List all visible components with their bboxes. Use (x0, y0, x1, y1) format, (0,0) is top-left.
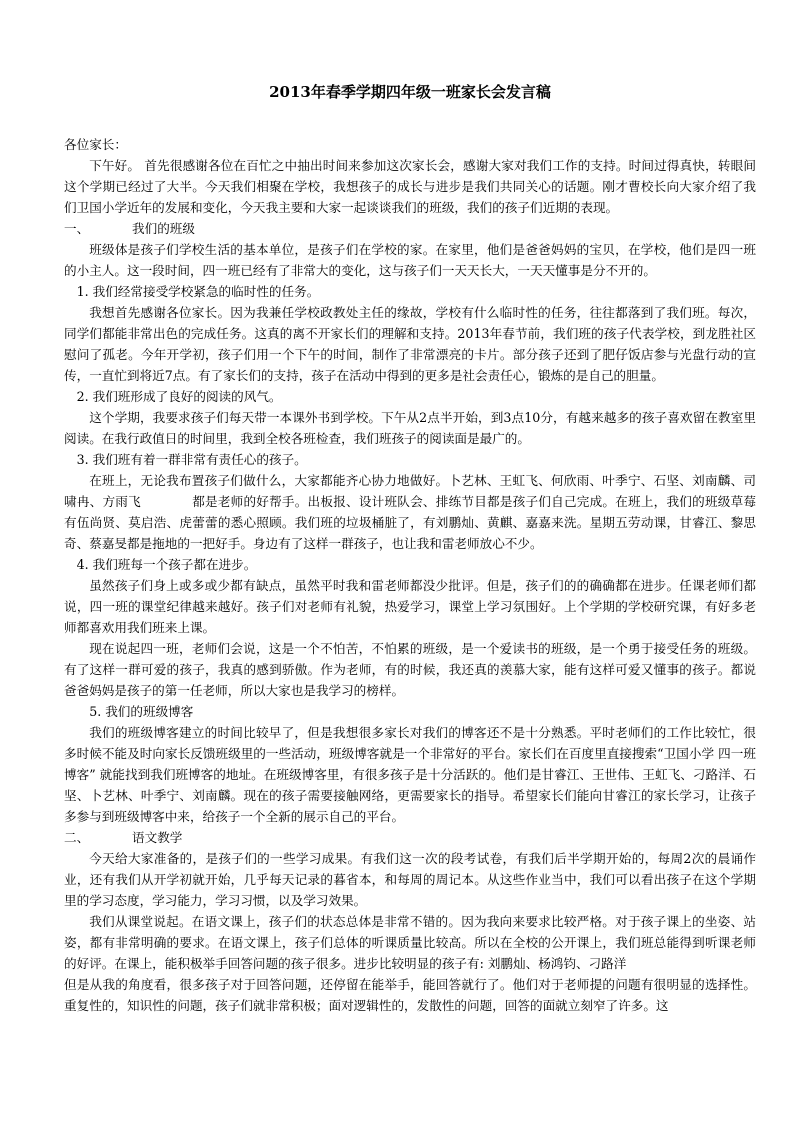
item-1-heading: 1. 我们经常接受学校紧急的临时性的任务。 (76, 284, 320, 299)
section-2-paragraph-3: 但是从我的角度看，很多孩子对于回答问题，还停留在能举手，能回答就行了。他们对于老师提的问题有很明显的选择性。重复性的，知识性的问题，孩子们就非常积极；面对逻辑性的，发散性的问题，回答的面就立刻窄了许多。这 (64, 977, 756, 1013)
document-body (64, 134, 756, 1016)
section-1-heading (64, 218, 756, 239)
item-2-paragraph: 这个学期，我要求孩子们每天带一本课外书到学校。下午从2点半开始，到3点10分，有越来越多的孩子喜欢留在教室里阅读。在我行政值日的时间里，我到全校各班检查，我们班孩子的阅读面是最广的。 (64, 410, 756, 446)
item-4-paragraph: 虽然孩子们身上或多或少都有缺点，虽然平时我和雷老师都没少批评。但是，孩子们的的确确都在进步。任课老师们都说，四一班的课堂纪律越来越好。孩子们对老师有礼貌，热爱学习，课堂上学习氛围好。上个学期的学校研究课，有好多老师都喜欢用我们班来上课。 (64, 578, 756, 635)
salutation: 各位家长： (64, 137, 127, 152)
section-2-title: 语文教学 (132, 830, 183, 845)
item-4-paragraph-2: 现在说起四一班，老师们会说，这是一个不怕苦，不怕累的班级，是一个爱读书的班级，是一个勇于接受任务的班级。有了这样一群可爱的孩子，我真的感到骄傲。作为老师，有的时候，我还真的羡慕大家，能有这样可爱又懂事的孩子。都说爸爸妈妈是孩子的第一任老师，所以大家也是我学习的榜样。 (64, 641, 756, 698)
item-5-paragraph: 我们的班级博客建立的时间比较早了，但是我想很多家长对我们的博客还不是十分熟悉。平时老师们的工作比较忙，很多时候不能及时向家长反馈班级里的一些活动，班级博客就是一个非常好的平台。家长们在百度里直接搜索“卫国小学 四一班 博客” 就能找到我们班博客的地址。在班级博客里，有很多孩子是十分活跃的。他们是甘睿江、王世伟、王虹飞、刁路洋、石坚、卜艺林、叶季宁、刘南麟。现在的孩子需要接触网络，更需要家长的指导。希望家长们能向甘睿江的家长学习，让孩子多参与到班级博客中来，给孩子一个全新的展示自己的平台。 (64, 725, 756, 824)
item-3-paragraph: 在班上，无论我布置孩子们做什么，大家都能齐心协力地做好。卜艺林、王虹飞、何欣雨、叶季宁、石坚、刘南麟、司啸冉、方雨飞 都是老师的好帮手。出板报、设计班队会、排练节目都是孩子们自己完成。在班上，我们的班级草莓有伍尚贤、莫启浩、虎蕾蕾的悉心照顾。我们班的垃圾桶脏了，有刘鹏灿、黄麒、嘉嘉来洗。星期五劳动课，甘睿江、黎思奇、蔡嘉旻都是拖地的一把好手。身边有了这样一群孩子，也让我和雷老师放心不少。 (64, 473, 756, 551)
item-3-heading: 3. 我们班有着一群非常有责任心的孩子。 (76, 452, 307, 467)
section-2-heading (64, 827, 756, 848)
item-1-paragraph: 我想首先感谢各位家长。因为我兼任学校政教处主任的缘故，学校有什么临时性的任务，往往都落到了我们班。每次，同学们都能非常出色的完成任务。这真的离不开家长们的理解和支持。2013年春节前，我们班的孩子代表学校，到龙胜社区慰问了孤老。今年开学初，孩子们用一个下午的时间，制作了非常漂亮的卡片。部分孩子还到了肥仔饭店参与光盘行动的宣传，一直忙到将近7点。有了家长们的支持，孩子在活动中得到的更多是社会责任心，锻炼的是自己的胆量。 (64, 305, 756, 383)
item-2-heading: 2. 我们班形成了良好的阅读的风气。 (76, 389, 282, 404)
section-1-intro: 班级体是孩子们学校生活的基本单位，是孩子们在学校的家。在家里，他们是爸爸妈妈的宝贝，在学校，他们是四一班的小主人。这一段时间，四一班已经有了非常大的变化，这与孩子们一天天长大，一天天懂事是分不开的。 (64, 242, 756, 278)
section-2-mark: 二、 (64, 830, 90, 845)
section-1-mark: 一、 (64, 221, 90, 236)
section-1-title: 我们的班级 (132, 221, 195, 236)
item-5-heading: 5. 我们的班级博客 (89, 704, 194, 719)
section-2-paragraph-2: 我们从课堂说起。在语文课上，孩子们的状态总体是非常不错的。因为我向来要求比较严格。对于孩子课上的坐姿、站姿，都有非常明确的要求。在语文课上，孩子们总体的听课质量比较高。所以在全校的公开课上，我们班总能得到听课老师的好评。在课上，能积极举手回答问题的孩子很多。进步比较明显的孩子有: 刘鹏灿、杨鸿钧、刁路洋 (64, 914, 756, 971)
document-title: 2013年春季学期四年级一班家长会发言稿 (269, 83, 551, 101)
intro-paragraph: 下午好。 首先很感谢各位在百忙之中抽出时间来参加这次家长会，感谢大家对我们工作的支持。时间过得真快，转眼间这个学期已经过了大半。今天我们相聚在学校，我想孩子的成长与进步是我们共同关心的话题。刚才曹校长向大家介绍了我们卫国小学近年的发展和变化，今天我主要和大家一起谈谈我们的班级，我们的孩子们近期的表现。 (64, 158, 756, 215)
item-4-heading: 4. 我们班每一个孩子都在进步。 (76, 557, 257, 572)
section-2-paragraph: 今天给大家准备的，是孩子们的一些学习成果。有我们这一次的段考试卷，有我们后半学期开始的，每周2次的晨诵作业，还有我们从开学初就开始，几乎每天记录的暮省本，和每周的周记本。从这些作业当中，我们可以看出孩子在这个学期里的学习态度，学习能力，学习习惯，以及学习效果。 (64, 851, 756, 908)
